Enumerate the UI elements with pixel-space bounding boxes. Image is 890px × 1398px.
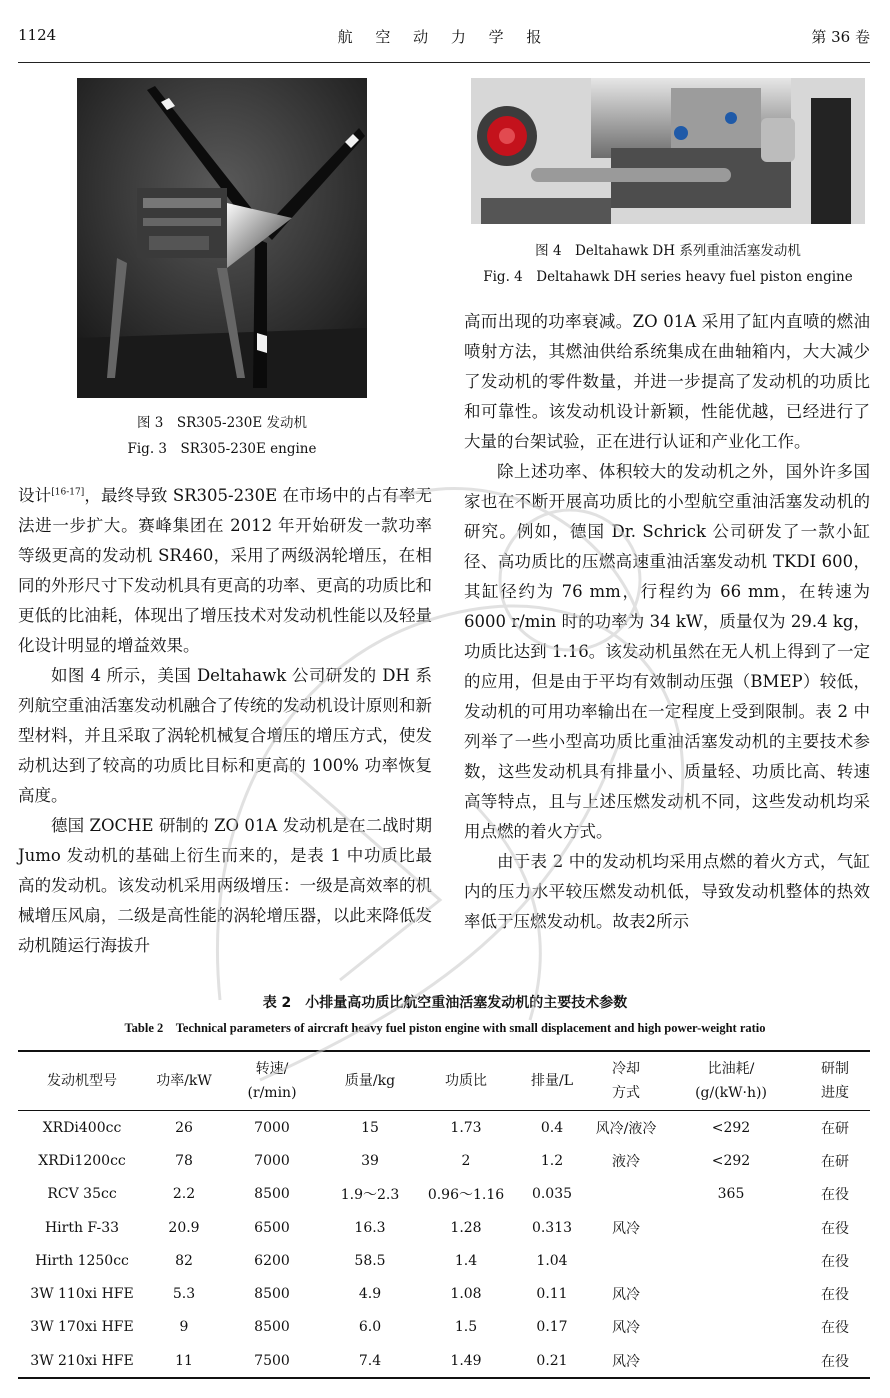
table-cell: 58.5 [354,1252,386,1269]
table-cell: <292 [711,1119,751,1136]
table-cell: 78 [175,1152,193,1169]
table-cell: 1.08 [450,1286,482,1303]
table-row [18,1344,870,1378]
table-row [18,1144,870,1177]
table-body [18,1111,870,1379]
figure-3-caption-cn: 图 3 SR305-230E 发动机 [136,415,308,431]
table-row [18,1277,870,1310]
table-cell: 2.2 [172,1186,196,1203]
figure-3-image [77,78,367,398]
table-cell: 3W 170xi HFE [30,1319,134,1336]
volume-label: 第 36 卷 [811,28,870,46]
table-cell: 15 [361,1119,379,1136]
table-cell: 6.0 [358,1319,382,1336]
table-cell: XRDi1200cc [38,1152,126,1169]
table-cell: 4.9 [358,1286,382,1303]
table-cell: 在役 [821,1253,849,1270]
table-cell: 2 [461,1152,471,1169]
table-cell [662,1244,800,1277]
table-row [18,1111,870,1145]
table-row [18,1178,870,1211]
table-header-cell: 比油耗/ (g/(kW·h)) [662,1051,800,1111]
table-header-cell: 冷却 方式 [590,1051,662,1111]
table-cell: 8500 [254,1319,290,1336]
table-cell: 7000 [254,1152,290,1169]
table-cell: XRDi400cc [42,1119,122,1136]
figure-4-image [471,78,865,224]
table-cell: 6200 [254,1252,290,1269]
table-header-cell: 转速/ (r/min) [222,1051,322,1111]
table-header-cell: 研制 进度 [800,1051,870,1111]
journal-title: 航 空 动 力 学 报 [337,28,551,46]
table-header-row [18,1051,870,1111]
figure-4-caption-cn: 图 4 Deltahawk DH 系列重油活塞发动机 [535,243,801,259]
table-cell: 3W 210xi HFE [18,1344,146,1378]
table-header-cell: 功质比 [418,1051,514,1111]
table-cell: 风冷 [612,1287,640,1304]
table-cell: 1.9～2.3 [340,1187,400,1204]
left-paragraph-3: 德国 ZOCHE 研制的 ZO 01A 发动机是在二战时期 Jumo 发动机的基础上衍生而来的，是表 1 中功质比最高的发动机。该发动机采用两级增压：一级是高效率的机械增压风扇，二级是高性能的涡轮增压器，以此来降低发动机随运行海拔升 [18,816,432,955]
left-column [18,481,432,961]
table-cell: 8500 [254,1286,290,1303]
table-cell: 风冷/液冷 [595,1120,657,1137]
table-cell [662,1344,800,1378]
table-cell [590,1244,662,1277]
table-cell: 0.4 [540,1119,564,1136]
table-cell: 6500 [254,1219,290,1236]
table-cell: 1.4 [454,1252,478,1269]
figure-3-caption-en: Fig. 3 SR305-230E engine [127,441,317,457]
table-cell: 1.28 [450,1219,482,1236]
table-row [18,1311,870,1344]
table-cell: 在役 [821,1220,849,1237]
table-cell: 7500 [222,1344,322,1378]
table-cell [590,1178,662,1211]
table-cell: RCV 35cc [47,1186,117,1203]
table-cell: 1.73 [450,1119,482,1136]
right-paragraph-3: 由于表 2 中的发动机均采用点燃的着火方式，气缸内的压力水平较压燃发动机低，导致发动机整体的热效率低于压燃发动机。故表2所示 [464,852,870,931]
table-cell: 0.11 [536,1286,568,1303]
table-cell: 0.96～1.16 [427,1187,505,1204]
table-cell [662,1211,800,1244]
table-cell: 5.3 [172,1286,196,1303]
page-number: 1124 [18,26,57,44]
figure-4-caption-en: Fig. 4 Deltahawk DH series heavy fuel piston engine [483,269,853,285]
right-paragraph-2: 除上述功率、体积较大的发动机之外，国外许多国家也在不断开展高功质比的小型航空重油活塞发动机的研究。例如，德国 Dr. Schrick 公司研发了一款小缸径、高功质比的压燃高速重油活塞发动机 TKDI 600，其缸径约为 76 mm，行程约为 66 mm，在转速为 6000 r/min 时的功率为 34 kW，质量仅为 29.4 kg，功质比达到 1.16。该发动机虽然在无人机上得到了一定的应用，但是由于平均有效制动压强（BMEP）较低，发动机的可用功率输出在一定程度上受到限制。表 2 中列举了一些小型高功质比重油活塞发动机的主要技术参数，这些发动机具有排量小、质量轻、功质比高、转速高等特点，且与上述压燃发动机不同，这些发动机均采用点燃的着火方式。 [464,462,870,841]
table-cell: Hirth F-33 [44,1219,120,1236]
table-cell: 0.313 [531,1219,573,1236]
table-cell: 82 [175,1252,193,1269]
right-paragraph-1: 高而出现的功率衰减。ZO 01A 采用了缸内直喷的燃油喷射方法，其燃油供给系统集成在曲轴箱内，大大减少了发动机的零件数量，并进一步提高了发动机的功质比和可靠性。该发动机设计新颖，性能优越，已经进行了大量的台架试验，正在进行认证和产业化工作。 [464,312,870,451]
left-paragraph-1: 设计[16-17]，最终导致 SR305-230E 在市场中的占有率无法进一步扩大。赛峰集团在 2012 年开始研发一款功率等级更高的发动机 SR460，采用了两级涡轮增压，在相同的外形尺寸下发动机具有更高的功率、更高的功质比和更低的比油耗，体现出了增压技术对发动机性能以及轻量化设计明显的增益效果。 [18,486,433,655]
table-cell: 11 [146,1344,222,1378]
table-cell: 在研 [821,1120,849,1137]
table-cell: 0.035 [531,1186,573,1203]
table-header-cell: 发动机型号 [18,1051,146,1111]
table-cell: 在役 [821,1287,849,1304]
table-cell: 1.5 [454,1319,478,1336]
table-cell: 0.17 [536,1319,568,1336]
right-column [464,307,870,937]
running-header [18,26,870,56]
table-cell: 20.9 [168,1219,200,1236]
table-2-caption-cn: 表 2 小排量高功质比航空重油活塞发动机的主要技术参数 [262,995,628,1011]
header-rule [18,62,870,63]
table-header-cell: 质量/kg [322,1051,418,1111]
table-cell: <292 [711,1152,751,1169]
table-cell: 7.4 [322,1344,418,1378]
table-cell: 在研 [821,1153,849,1170]
table-cell: 3W 110xi HFE [30,1286,134,1303]
table-2-caption-en: Table 2 Technical parameters of aircraft heavy fuel piston engine with small displacement and high power-weight ratio [124,1021,766,1035]
table-cell: 1.04 [536,1252,568,1269]
table-cell: 9 [179,1319,189,1336]
table-row [18,1244,870,1277]
table-cell: 26 [175,1119,193,1136]
citation-16-17: [16-17] [51,487,85,498]
table-cell: 液冷 [612,1153,640,1170]
table-cell: 16.3 [354,1219,386,1236]
table-cell: 365 [717,1186,745,1203]
figure-3-caption [77,410,367,462]
table-cell: 在役 [821,1187,849,1204]
table-cell: 1.49 [418,1344,514,1378]
table-cell: 风冷 [612,1320,640,1337]
table-cell: 风冷 [612,1220,640,1237]
left-paragraph-2: 如图 4 所示，美国 Deltahawk 公司研发的 DH 系列航空重油活塞发动机融合了传统的发动机设计原则和新型材料，并且采取了涡轮机械复合增压的增压方式，使发动机达到了较高的功质比目标和更高的 100% 功率恢复高度。 [18,666,432,805]
table-cell [662,1277,800,1310]
table-cell [662,1311,800,1344]
table-header-cell: 功率/kW [146,1051,222,1111]
table-cell: 39 [361,1152,379,1169]
table-cell: 在役 [821,1320,849,1337]
table-cell: 1.2 [540,1152,564,1169]
figure-4-caption [455,238,881,290]
table-cell: 8500 [254,1186,290,1203]
table-cell: 在役 [800,1344,870,1378]
table-cell: 7000 [254,1119,290,1136]
table-cell: Hirth 1250cc [35,1252,129,1269]
table-2 [18,1050,870,1379]
table-cell: 风冷 [590,1344,662,1378]
table-header-cell: 排量/L [514,1051,590,1111]
table-cell: 0.21 [514,1344,590,1378]
table-row [18,1211,870,1244]
